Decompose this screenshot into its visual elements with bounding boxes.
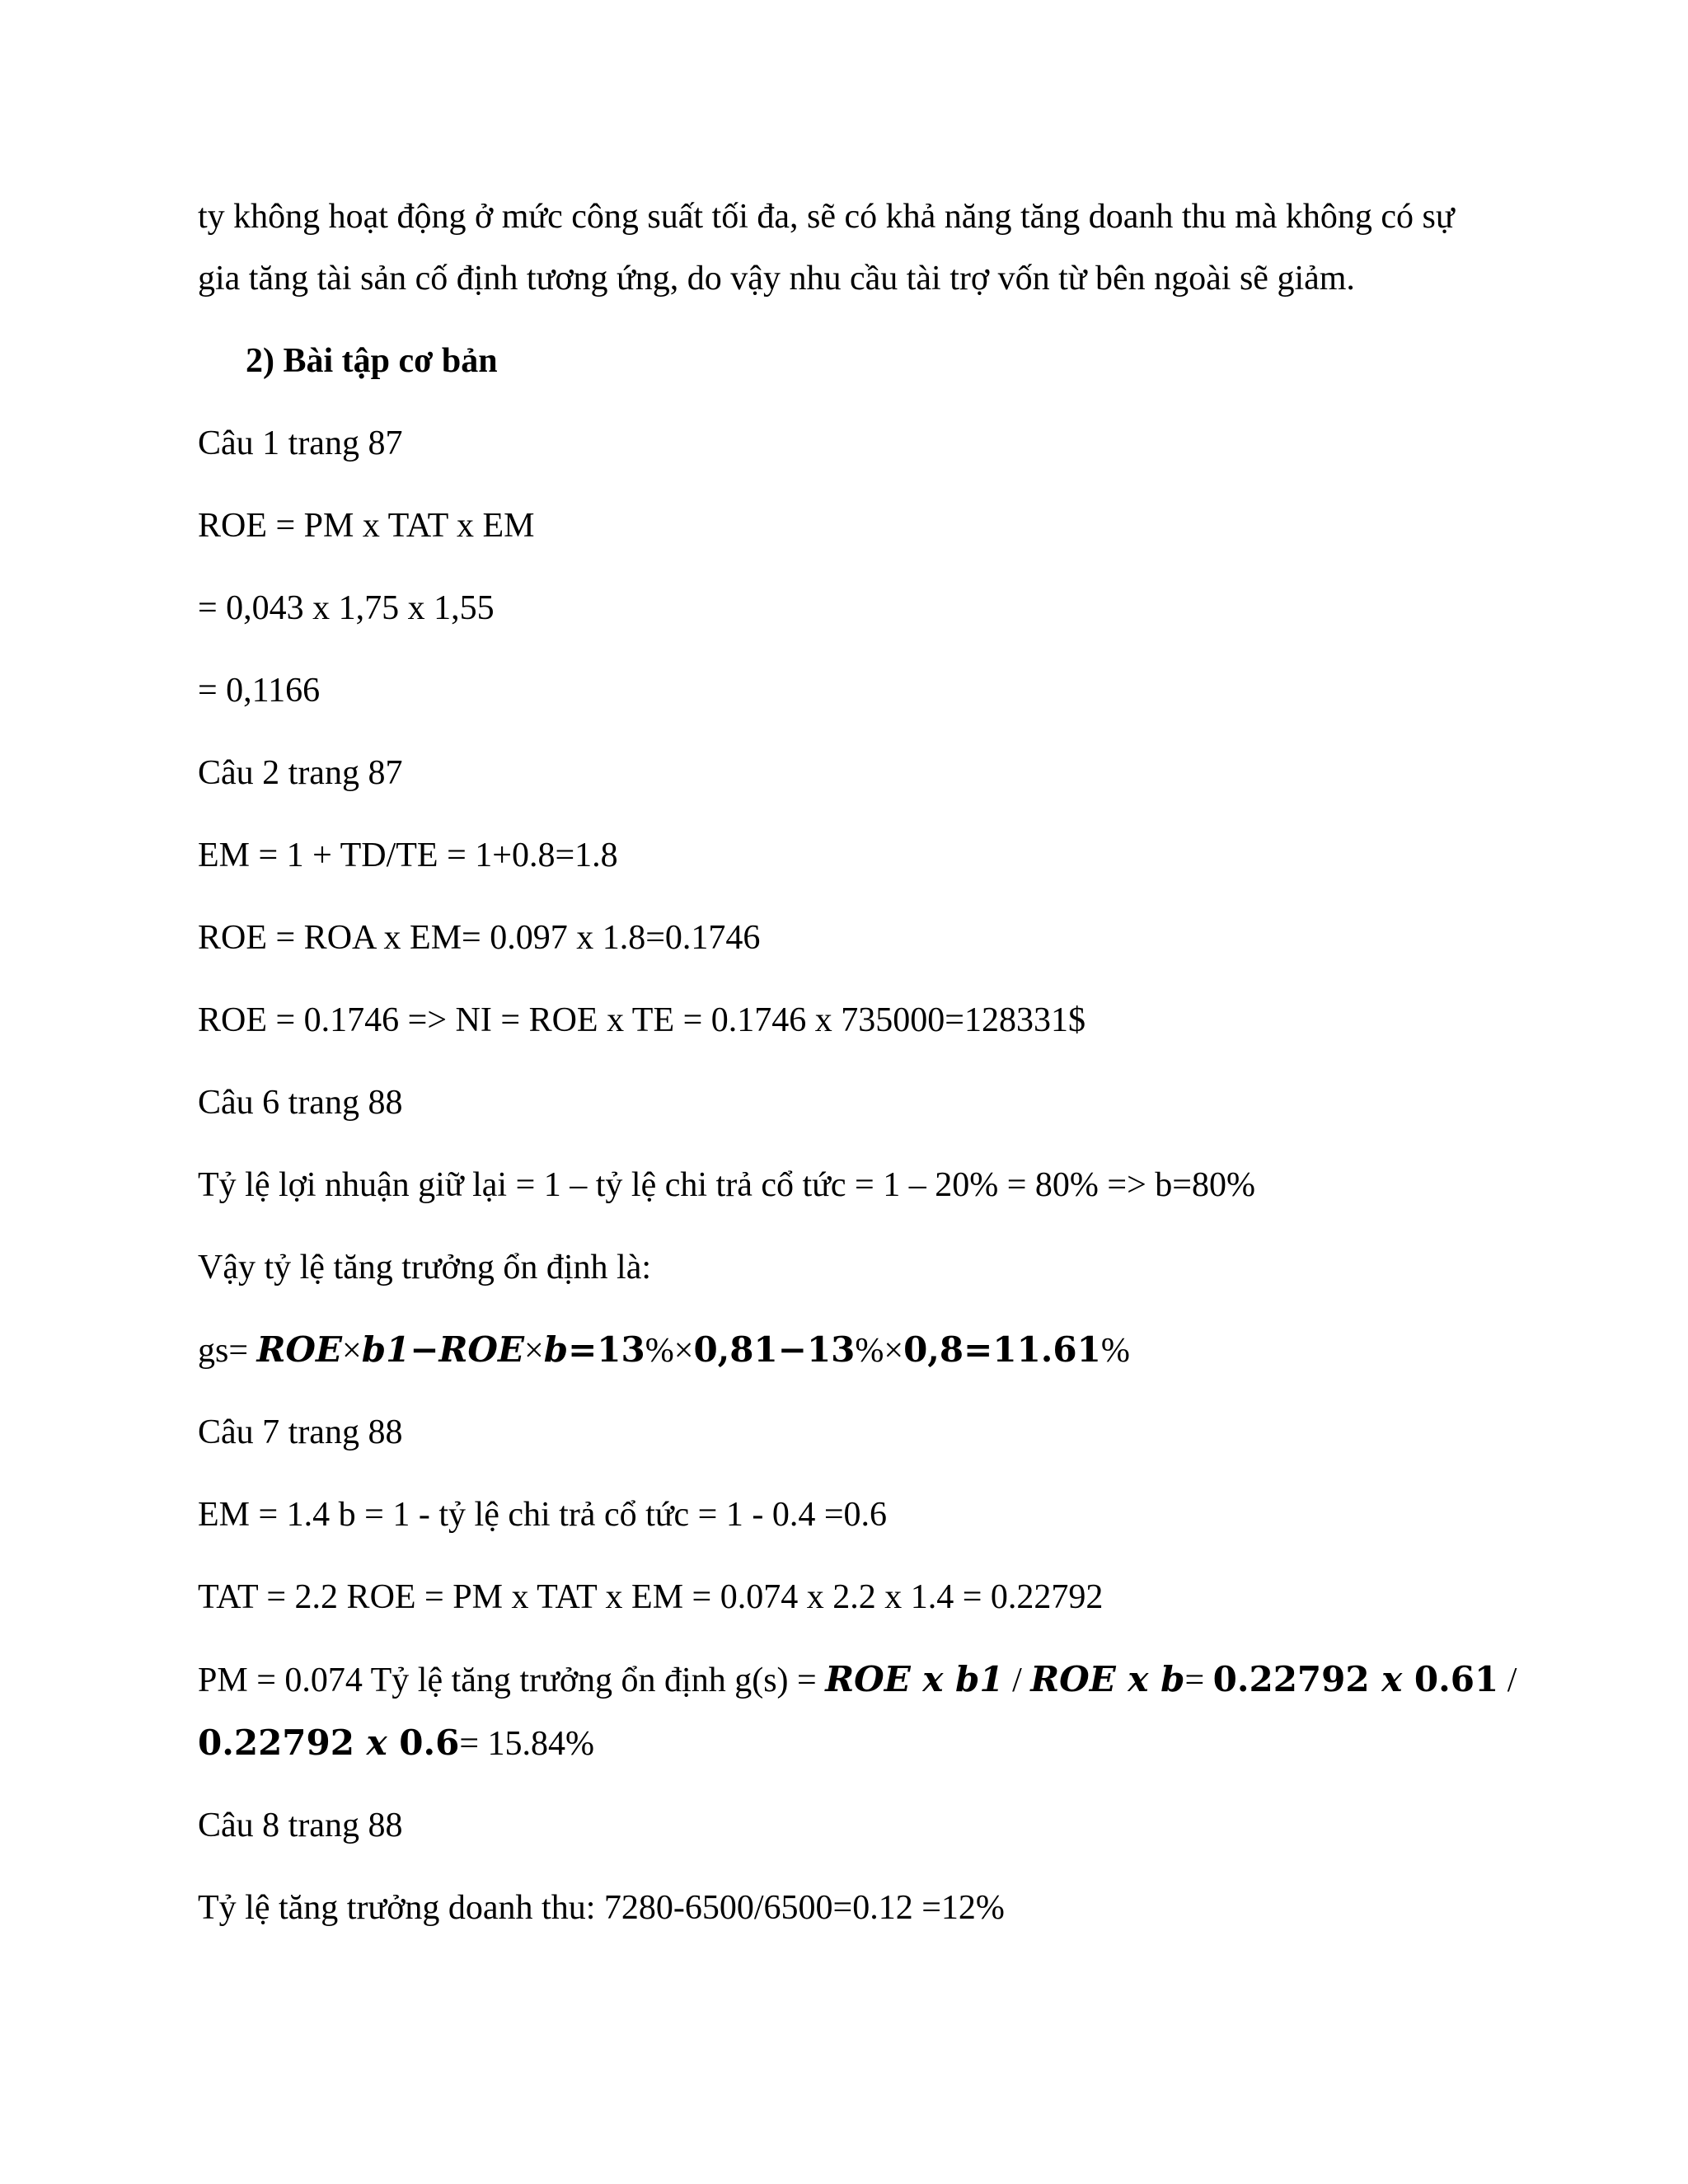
formula-pct-times-1: %× bbox=[645, 1332, 694, 1370]
formula-prefix: gs= bbox=[198, 1332, 257, 1370]
q7-num-2: 0.61 bbox=[1402, 1659, 1499, 1699]
q7-slash-2: / bbox=[1498, 1661, 1517, 1699]
q7-eq: = bbox=[1184, 1661, 1213, 1699]
section-heading: 2) Bài tập cơ bản bbox=[246, 342, 498, 380]
q7-roe-b: ROE x b bbox=[1030, 1659, 1185, 1699]
question-6-title: Câu 6 trang 88 bbox=[198, 1084, 403, 1122]
question-7-title: Câu 7 trang 88 bbox=[198, 1413, 403, 1451]
q7-roe-b1: ROE x b1 bbox=[825, 1659, 1004, 1699]
question-7-line-1: EM = 1.4 b = 1 - tỷ lệ chi trả cổ tức = 1 - 0.4 =0.6 bbox=[198, 1496, 888, 1534]
question-7-line-4 bbox=[198, 1722, 594, 1765]
intro-line-1: ty không hoạt động ở mức công suất tối đa, sẽ có khả năng tăng doanh thu mà không có sự bbox=[198, 198, 1455, 236]
question-7-line-3 bbox=[198, 1659, 1517, 1701]
question-1-line-2: = 0,043 x 1,75 x 1,55 bbox=[198, 589, 495, 627]
formula-minus-2: − bbox=[777, 1329, 807, 1370]
formula-b: b bbox=[543, 1329, 569, 1370]
formula-13: 13 bbox=[806, 1329, 856, 1370]
question-2-line-1: EM = 1 + TD/TE = 1+0.8=1.8 bbox=[198, 837, 618, 874]
q7-line4-num-1: 0.22792 bbox=[198, 1722, 367, 1763]
question-1-title: Câu 1 trang 87 bbox=[198, 424, 403, 462]
q7-line4-num-2: 0.6 bbox=[387, 1722, 460, 1763]
question-2-line-2: ROE = ROA x EM= 0.097 x 1.8=0.1746 bbox=[198, 919, 761, 957]
q7-line4-suffix: = 15.84% bbox=[459, 1725, 595, 1763]
formula-pct: % bbox=[1100, 1332, 1130, 1370]
question-7-line-2: TAT = 2.2 ROE = PM x TAT x EM = 0.074 x 2.2 x 1.4 = 0.22792 bbox=[198, 1578, 1104, 1616]
question-1-line-3: = 0,1166 bbox=[198, 672, 321, 710]
formula-times-1: × bbox=[342, 1332, 362, 1370]
formula-times-2: × bbox=[524, 1332, 544, 1370]
formula-minus-1: − bbox=[410, 1329, 439, 1370]
question-2-line-3: ROE = 0.1746 => NI = ROE x TE = 0.1746 x 735000=128331$ bbox=[198, 1001, 1085, 1039]
question-1-line-1: ROE = PM x TAT x EM bbox=[198, 507, 535, 545]
q7-num-1: 0.22792 bbox=[1212, 1659, 1382, 1699]
intro-line-2: gia tăng tài sản cố định tương ứng, do vậy nhu cầu tài trợ vốn từ bên ngoài sẽ giảm. bbox=[198, 260, 1355, 298]
question-6-line-1: Tỷ lệ lợi nhuận giữ lại = 1 – tỷ lệ chi trả cổ tức = 1 – 20% = 80% => b=80% bbox=[198, 1166, 1255, 1204]
formula-pct-times-2: %× bbox=[855, 1332, 904, 1370]
formula-roe-1: ROE bbox=[256, 1329, 343, 1370]
formula-eq-13: =13 bbox=[568, 1329, 645, 1370]
formula-result: =11.61 bbox=[964, 1329, 1101, 1370]
question-8-title: Câu 8 trang 88 bbox=[198, 1807, 403, 1844]
formula-081: 0,81 bbox=[693, 1329, 778, 1370]
question-2-title: Câu 2 trang 87 bbox=[198, 754, 403, 792]
q7-line4-x: x bbox=[366, 1722, 387, 1763]
q7-x-1: x bbox=[1381, 1659, 1403, 1699]
question-6-formula bbox=[198, 1329, 1130, 1371]
question-6-line-2: Vậy tỷ lệ tăng trưởng ổn định là: bbox=[198, 1249, 652, 1286]
formula-08: 0,8 bbox=[903, 1329, 964, 1370]
q7-line3-prefix: PM = 0.074 Tỷ lệ tăng trưởng ổn định g(s) = bbox=[198, 1661, 826, 1699]
question-8-line-1: Tỷ lệ tăng trưởng doanh thu: 7280-6500/6500=0.12 =12% bbox=[198, 1889, 1005, 1927]
formula-b1: b1 bbox=[361, 1329, 410, 1370]
q7-slash-1: / bbox=[1003, 1661, 1031, 1699]
formula-roe-2: ROE bbox=[438, 1329, 525, 1370]
